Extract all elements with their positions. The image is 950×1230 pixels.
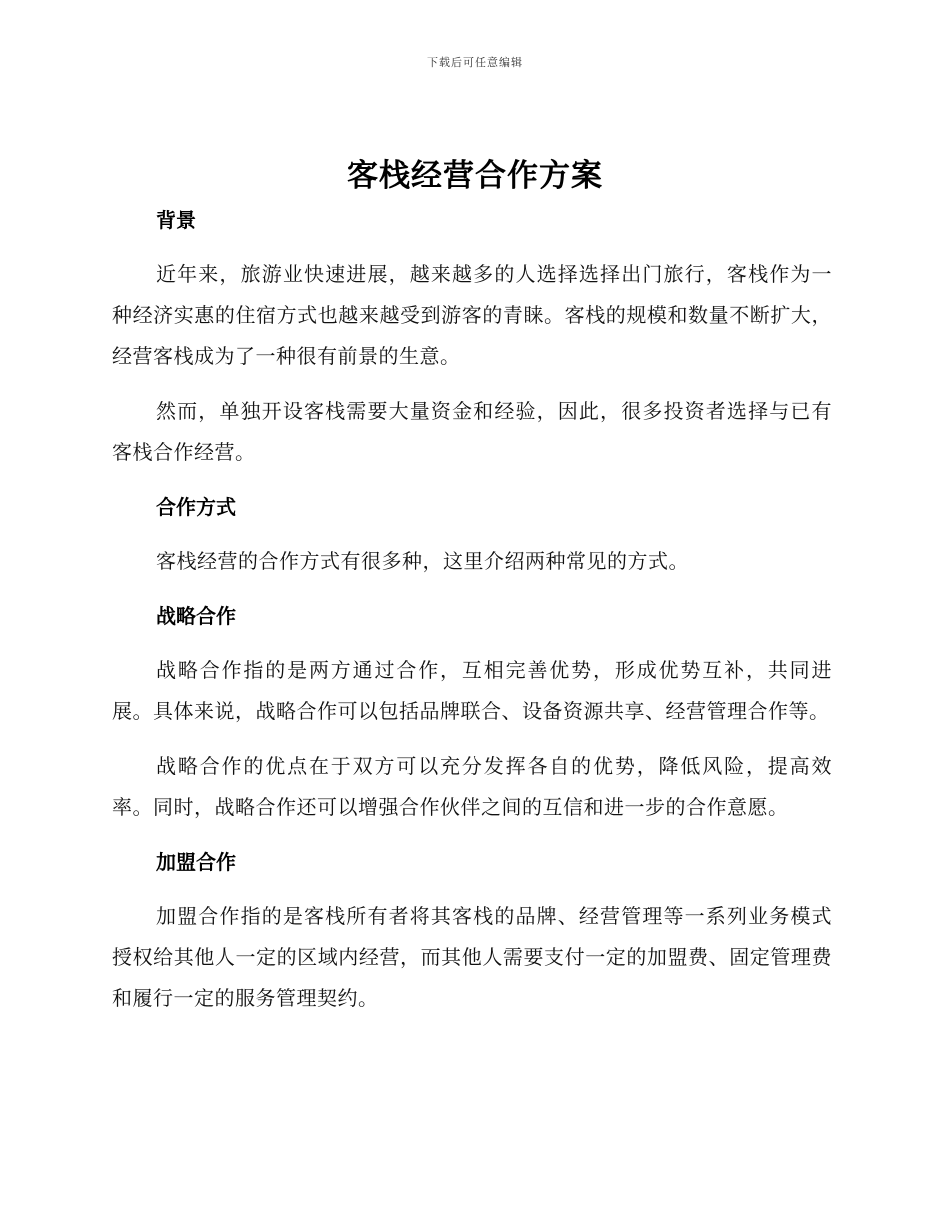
- section-heading: 加盟合作: [156, 850, 236, 874]
- section-strategic-cooperation: [112, 596, 832, 828]
- paragraph: 战略合作的优点在于双方可以充分发挥各自的优势，降低风险，提高效率。同时，战略合作还可以增强合作伙伴之间的互信和进一步的合作意愿。: [112, 754, 832, 819]
- paragraph: 然而，单独开设客栈需要大量资金和经验，因此，很多投资者选择与已有客栈合作经营。: [112, 399, 832, 464]
- paragraph: 客栈经营的合作方式有很多种，这里介绍两种常见的方式。: [156, 549, 689, 573]
- paragraph: 近年来，旅游业快速进展，越来越多的人选择选择出门旅行，客栈作为一种经济实惠的住宿方式也越来越受到游客的青睐。客栈的规模和数量不断扩大，经营客栈成为了一种很有前景的生意。: [112, 262, 832, 368]
- document-body: [112, 200, 832, 1019]
- header-note: 下载后可任意编辑: [427, 56, 523, 69]
- section-heading: 合作方式: [156, 495, 236, 519]
- section-heading: 战略合作: [156, 604, 236, 628]
- section-franchise-cooperation: [112, 842, 832, 1019]
- section-cooperation-modes: [112, 487, 832, 582]
- section-background: [112, 200, 832, 473]
- paragraph: 加盟合作指的是客栈所有者将其客栈的品牌、经营管理等一系列业务模式授权给其他人一定的区域内经营，而其他人需要支付一定的加盟费、固定管理费和履行一定的服务管理契约。: [112, 904, 832, 1010]
- section-heading: 背景: [156, 208, 196, 232]
- document-title: 客栈经营合作方案: [347, 158, 603, 194]
- paragraph: 战略合作指的是两方通过合作，互相完善优势，形成优势互补，共同进展。具体来说，战略合作可以包括品牌联合、设备资源共享、经营管理合作等。: [112, 658, 832, 723]
